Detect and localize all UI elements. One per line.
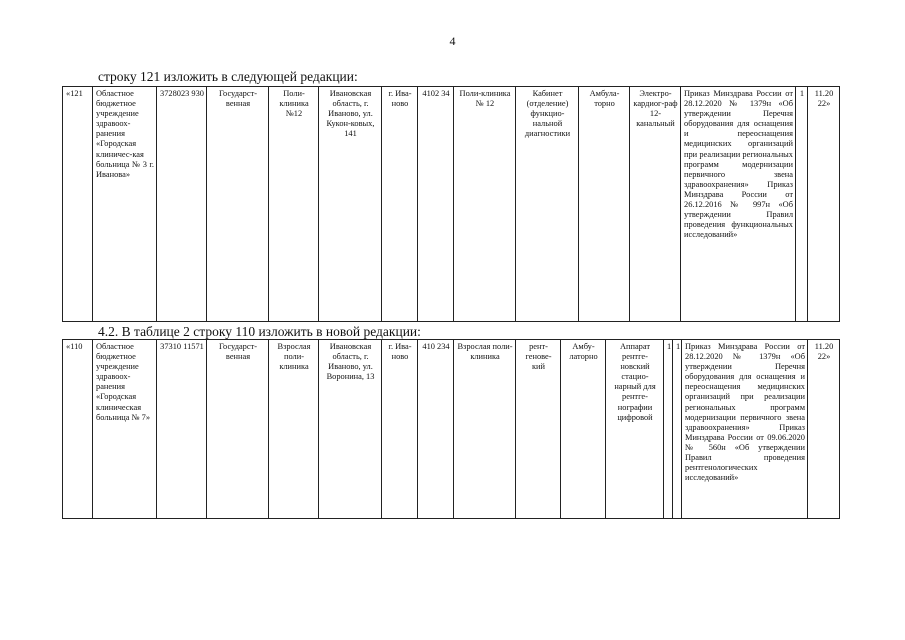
cell-unit: Поли-клиника №12 xyxy=(269,87,319,322)
cell-quantity: 1 xyxy=(673,340,682,519)
cell-date: 11.20 22» xyxy=(808,340,840,519)
cell-quantity: 1 xyxy=(796,87,808,322)
cell-ownership: Государст-венная xyxy=(207,340,269,519)
cell-row-number: «121 xyxy=(63,87,93,322)
cell-equipment: Электро-кардиог-раф 12-канальный xyxy=(630,87,681,322)
cell-address: Ивановская область, г. Иваново, ул. Кукон-ковых, 141 xyxy=(319,87,382,322)
cell-address: Ивановская область, г. Иваново, ул. Воронина, 13 xyxy=(319,340,382,519)
table-row-110 xyxy=(62,339,840,519)
cell-code2: 4102 34 xyxy=(418,87,454,322)
cell-code2: 410 234 xyxy=(418,340,454,519)
cell-city: г. Ива-ново xyxy=(382,87,418,322)
cell-care-type: Амбу-латорно xyxy=(561,340,606,519)
table-row xyxy=(63,87,840,322)
cell-row-number: «110 xyxy=(63,340,93,519)
cell-equipment: Аппарат рентге-новский стацио-нарный для рентге-нографии цифровой xyxy=(606,340,664,519)
cell-organization: Областное бюджетное учреждение здравоох-ранения «Городская клиническая больница № 7» xyxy=(93,340,157,519)
cell-division: Взрослая поли-клиника xyxy=(454,340,516,519)
table-row xyxy=(63,340,840,519)
cell-code: 37310 11571 xyxy=(157,340,207,519)
cell-organization: Областное бюджетное учреждение здравоох-ранения «Городская клиничес-кая больница № 3 г. Иванова» xyxy=(93,87,157,322)
cell-date: 11.20 22» xyxy=(808,87,840,322)
cell-code: 3728023 930 xyxy=(157,87,207,322)
cell-city: г. Ива-ново xyxy=(382,340,418,519)
cell-division: Поли-клиника № 12 xyxy=(454,87,516,322)
cell-ownership: Государст-венная xyxy=(207,87,269,322)
cell-order: Приказ Минздрава России от 28.12.2020 № 1379н «Об утверждении Перечня оборудования для оснащения и переоснащения медицинских организаций при реализации региональных программ модернизации первичного звена здравоохранения» Приказ Минздрава России от 09.06.2020 № 560н «Об утверждении Правил проведения рентгенологических исследований» xyxy=(682,340,808,519)
table-row-121 xyxy=(62,86,840,322)
cell-quantity: 1 xyxy=(664,340,673,519)
section-heading-row-121: строку 121 изложить в следующей редакции: xyxy=(98,69,358,84)
page-number: 4 xyxy=(449,34,456,48)
cell-cabinet: рент-генове-кий xyxy=(516,340,561,519)
cell-order: Приказ Минздрава России от 28.12.2020 № 1379н «Об утверждении Перечня оборудования для оснащения и переоснащения медицинских организаций при реализации региональных программ модернизации первичного звена здравоохранения» Приказ Минздрава России от 26.12.2016 № 997н «Об утверждении Правил проведения функциональных исследований» xyxy=(681,87,796,322)
cell-cabinet: Кабинет (отделение) функцио-нальной диагностики xyxy=(516,87,579,322)
cell-care-type: Амбула-торно xyxy=(579,87,630,322)
cell-unit: Взрослая поли-клиника xyxy=(269,340,319,519)
section-heading-row-110: 4.2. В таблице 2 строку 110 изложить в новой редакции: xyxy=(98,324,421,339)
